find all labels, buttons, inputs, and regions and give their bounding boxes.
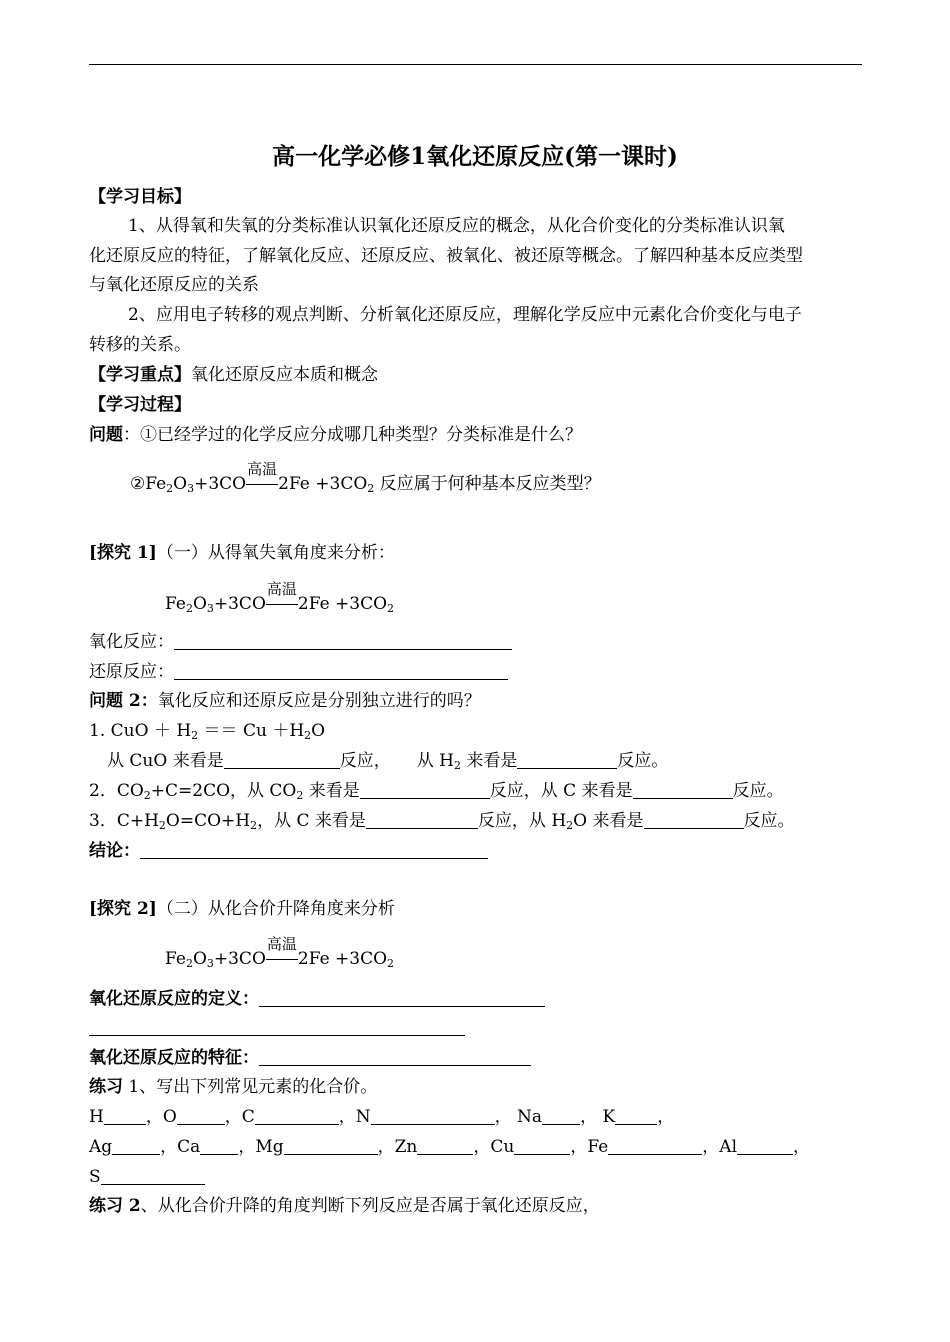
question-2-eq2: 2．$CO_2+C=2CO$，从 $CO_2$ 来看是 反应，从 C 来看是 反应。	[89, 781, 784, 802]
explore-2-heading: [探究 2]（二）从化合价升降角度来分析	[89, 899, 395, 919]
blank-ag[interactable]	[112, 1136, 160, 1155]
goal-2-line-2: 转移的关系。	[89, 335, 191, 355]
blank-na[interactable]	[542, 1106, 580, 1125]
goal-1-line-3: 与氧化还原反应的关系	[89, 275, 259, 295]
blank-n[interactable]	[371, 1106, 495, 1125]
question-2-eq3: 3．$C+H_2O=CO+H_2$，从 C 来看是 反应，从 $H_2O$ 来看是 反应。	[89, 811, 795, 832]
process-heading: 【学习过程】	[89, 395, 191, 415]
practice-1: 练习 1、写出下列常见元素的化合价。	[89, 1077, 378, 1097]
definition-blank-2[interactable]	[89, 1017, 465, 1036]
goals-heading: 【学习目标】	[89, 187, 191, 207]
blank-o[interactable]	[177, 1106, 225, 1125]
blank-ca[interactable]	[200, 1136, 238, 1155]
blank-zn[interactable]	[417, 1136, 473, 1155]
definition-continuation	[89, 1017, 465, 1039]
blank-h2o[interactable]	[644, 810, 744, 829]
practice-2: 练习 2、从化合价升降的角度判断下列反应是否属于氧化还原反应，	[89, 1196, 600, 1216]
reaction-condition: 高温	[266, 593, 298, 615]
blank-c-1[interactable]	[633, 780, 733, 799]
oxidation-blank[interactable]	[174, 631, 512, 650]
focus-heading: 【学习重点】	[89, 365, 191, 385]
blank-h[interactable]	[104, 1106, 146, 1125]
question-1-equation: $②Fe_2O_3+3CO$ 高温 $2Fe +3CO_2$ 反应属于何种基本反应类型？	[130, 460, 601, 495]
goal-1-line-1: 1、从得氧和失氧的分类标准认识氧化还原反应的概念，从化合价变化的分类标准认识氧	[128, 216, 785, 236]
reduction-line: 还原反应：	[89, 661, 508, 683]
reaction-condition: 高温	[266, 948, 298, 970]
goal-2-line-1: 2、应用电子转移的观点判断、分析氧化还原反应，理解化学反应中元素化合价变化与电子	[128, 305, 802, 325]
definition-line: 氧化还原反应的定义：	[89, 988, 545, 1010]
page-title: 高一化学必修1氧化还原反应(第一课时)	[272, 143, 678, 170]
question-2-line1: 从 CuO 来看是 反应， 从 $H_2$ 来看是 反应。	[107, 751, 669, 772]
practice-1-row-1: H ，O ，C ，N ， Na ， K ，	[89, 1107, 675, 1127]
blank-cu[interactable]	[514, 1136, 570, 1155]
oxidation-line: 氧化反应：	[89, 631, 512, 653]
focus-line	[89, 364, 378, 386]
question-2-eq1: 1. CuO ＋ $H_2 == Cu +H_2O$	[89, 721, 326, 742]
blank-c[interactable]	[255, 1106, 339, 1125]
blank-mg[interactable]	[284, 1136, 378, 1155]
feature-blank[interactable]	[259, 1047, 531, 1066]
question-2: 问题 2：氧化反应和还原反应是分别独立进行的吗？	[89, 691, 481, 711]
explore-1-equation: $Fe_2O_3+3CO$ 高温 $2Fe +3CO_2$	[165, 580, 395, 615]
blank-k[interactable]	[615, 1106, 657, 1125]
explore-2-equation: $Fe_2O_3+3CO$ 高温 $2Fe +3CO_2$	[165, 935, 395, 970]
blank-h2[interactable]	[517, 750, 617, 769]
definition-blank[interactable]	[259, 988, 545, 1007]
blank-cuo[interactable]	[224, 750, 340, 769]
blank-fe[interactable]	[608, 1136, 702, 1155]
reduction-blank[interactable]	[174, 661, 508, 680]
conclusion-blank[interactable]	[140, 840, 488, 859]
goal-1-line-2: 化还原反应的特征，了解氧化反应、还原反应、被氧化、被还原等概念。了解四种基本反应类型	[89, 246, 803, 266]
blank-co2[interactable]	[360, 780, 490, 799]
focus-text: 氧化还原反应本质和概念	[191, 365, 378, 385]
blank-al[interactable]	[737, 1136, 793, 1155]
practice-1-row-3: S	[89, 1166, 205, 1188]
reaction-condition: 高温	[246, 473, 278, 495]
explore-1-heading: [探究 1]（一）从得氧失氧角度来分析：	[89, 543, 395, 563]
blank-s[interactable]	[101, 1166, 205, 1185]
conclusion-line: 结论：	[89, 840, 488, 862]
practice-1-row-2: Ag ，Ca ，Mg ，Zn ，Cu ，Fe ，Al ，	[89, 1137, 811, 1157]
question-1: 问题：①已经学过的化学反应分成哪几种类型？分类标准是什么？	[89, 425, 582, 445]
blank-c-2[interactable]	[366, 810, 478, 829]
feature-line: 氧化还原反应的特征：	[89, 1047, 531, 1069]
header-rule	[89, 64, 862, 65]
